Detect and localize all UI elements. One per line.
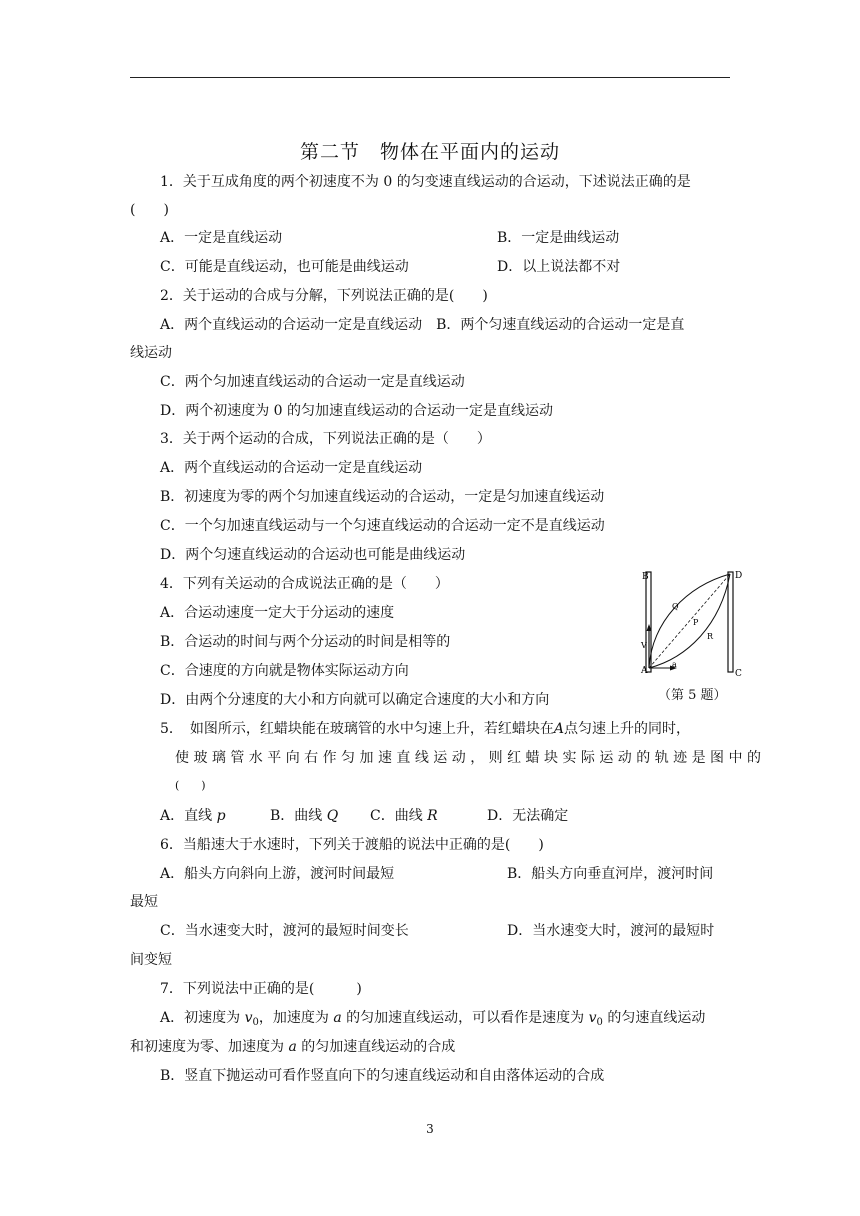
label-r: R xyxy=(707,632,714,641)
q2-option-d: D．两个初速度为 0 的匀加速直线运动的合运动一定是直线运动 xyxy=(160,403,554,419)
q5-stem-line1: 5． 如图所示，红蜡块能在玻璃管的水中匀速上升，若红蜡块在A点匀速上升的同时， xyxy=(160,721,691,737)
q2-stem: 2．关于运动的合成与分解，下列说法正确的是( ) xyxy=(160,288,488,304)
label-b: B xyxy=(642,572,649,582)
right-glass-tube xyxy=(728,572,733,672)
label-p: P xyxy=(693,618,699,627)
label-a: A xyxy=(641,666,648,676)
q3-option-b: B．初速度为零的两个匀加速直线运动的合运动，一定是匀加速直线运动 xyxy=(160,489,605,505)
q1-stem: 1．关于互成角度的两个初速度不为 0 的匀变速直线运动的合运动，下述说法正确的是 xyxy=(160,174,691,190)
q3-stem: 3．关于两个运动的合成，下列说法正确的是（ ） xyxy=(160,431,491,447)
header-rule xyxy=(130,77,730,78)
q7-option-a-line1: A．初速度为 $v_0$，加速度为 a 的匀加速直线运动，可以看作是速度为 $v_0$ 的匀速直线运动 xyxy=(160,1010,706,1028)
q5-option-b: B．曲线 Q xyxy=(270,808,339,824)
section-title: 第二节 物体在平面内的运动 xyxy=(299,141,560,163)
q1-option-b: B．一定是曲线运动 xyxy=(497,230,620,246)
label-v: V xyxy=(641,641,647,650)
label-d: D xyxy=(735,571,743,581)
label-accel: a xyxy=(672,660,677,669)
q6-option-b: B．船头方向垂直河岸，渡河时间 xyxy=(507,866,714,882)
q3-option-d: D．两个匀速直线运动的合运动也可能是曲线运动 xyxy=(160,547,466,563)
q4-option-c: C．合速度的方向就是物体实际运动方向 xyxy=(160,663,409,679)
q1-option-d: D．以上说法都不对 xyxy=(497,259,621,275)
q6-option-d: D．当水速变大时，渡河的最短时 xyxy=(507,923,715,939)
q7-option-b: B．竖直下抛运动可看作竖直向下的匀速直线运动和自由落体运动的合成 xyxy=(160,1068,605,1084)
figure-caption: （第 5 题） xyxy=(658,688,727,703)
q5-stem-line2: 使 玻 璃 管 水 平 向 右 作 匀 加 速 直 线 运 动 ， 则 红 蜡 块 实 际 运 动 的 轨 迹 是 图 中 的 xyxy=(175,750,761,766)
q1-option-c: C．可能是直线运动，也可能是曲线运动 xyxy=(160,259,409,275)
q3-option-c: C．一个匀加速直线运动与一个匀速直线运动的合运动一定不是直线运动 xyxy=(160,518,605,534)
q5-option-d: D．无法确定 xyxy=(487,808,569,824)
q1-option-a: A．一定是直线运动 xyxy=(160,230,283,246)
page-number: 3 xyxy=(426,1122,434,1136)
q4-stem: 4．下列有关运动的合成说法正确的是（ ） xyxy=(160,576,449,592)
q4-option-a: A．合运动速度一定大于分运动的速度 xyxy=(160,605,395,621)
q2-option-b-cont: 线运动 xyxy=(130,345,172,361)
q5-option-a: A．直线 p xyxy=(160,808,226,824)
q6-option-a: A．船头方向斜向上游，渡河时间最短 xyxy=(160,866,395,882)
q6-option-d-cont: 间变短 xyxy=(130,952,172,968)
q4-option-d: D．由两个分速度的大小和方向就可以确定合速度的大小和方向 xyxy=(160,692,550,708)
q2-option-ab: A．两个直线运动的合运动一定是直线运动 B．两个匀速直线运动的合运动一定是直 xyxy=(160,317,685,333)
q4-option-b: B．合运动的时间与两个分运动的时间是相等的 xyxy=(160,634,451,650)
q6-option-b-cont: 最短 xyxy=(130,894,158,910)
label-q: Q xyxy=(672,602,679,611)
q5-blank: ( ) xyxy=(175,779,206,792)
q6-stem: 6．当船速大于水速时，下列关于渡船的说法中正确的是( ) xyxy=(160,837,544,853)
straight-path-p xyxy=(649,574,730,668)
label-c: C xyxy=(735,669,742,679)
q1-blank: ( ) xyxy=(130,202,169,218)
q3-option-a: A．两个直线运动的合运动一定是直线运动 xyxy=(160,460,423,476)
q5-option-c: C．曲线 R xyxy=(370,808,438,824)
q2-option-c: C．两个匀加速直线运动的合运动一定是直线运动 xyxy=(160,374,465,390)
figure-q5 xyxy=(632,566,766,686)
q6-option-c: C．当水速变大时，渡河的最短时间变长 xyxy=(160,923,409,939)
q7-stem: 7．下列说法中正确的是( ) xyxy=(160,981,362,997)
q7-option-a-line2: 和初速度为零、加速度为 a 的匀加速直线运动的合成 xyxy=(130,1039,456,1055)
